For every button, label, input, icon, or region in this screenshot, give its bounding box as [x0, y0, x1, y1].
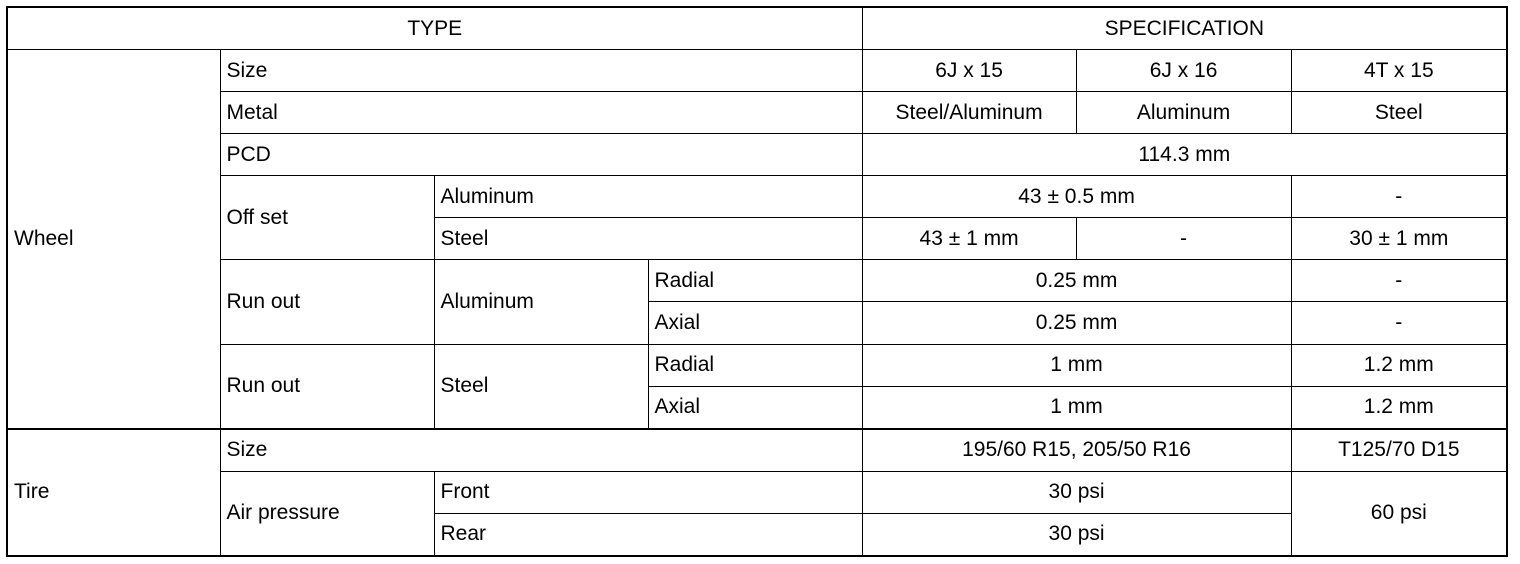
runout-aluminum-radial-temp: - [1291, 260, 1507, 302]
runout-steel-label: Run out [220, 344, 434, 429]
runout-aluminum-material: Aluminum [434, 260, 648, 344]
temp-tire-pressure-value: 60 psi [1291, 471, 1507, 556]
runout-steel-axial-label: Axial [648, 386, 862, 429]
runout-steel-radial-label: Radial [648, 344, 862, 386]
runout-aluminum-axial-label: Axial [648, 302, 862, 344]
offset-steel-value: 43 ± 1 mm [862, 218, 1076, 260]
wheel-label: Wheel [7, 50, 220, 429]
runout-steel-radial-temp: 1.2 mm [1291, 344, 1507, 386]
tire-size-label: Size [220, 429, 862, 472]
runout-aluminum-radial-value: 0.25 mm [862, 260, 1291, 302]
spec-table [6, 6, 1508, 557]
offset-aluminum-value: 43 ± 0.5 mm [862, 176, 1291, 218]
runout-aluminum-axial-value: 0.25 mm [862, 302, 1291, 344]
specification-header: SPECIFICATION [862, 7, 1507, 50]
offset-aluminum-row [7, 176, 1507, 218]
offset-aluminum-temp: - [1291, 176, 1507, 218]
wheel-size-value: 6J x 15 [862, 50, 1076, 92]
wheel-size-label: Size [220, 50, 862, 92]
wheel-metal-row [7, 92, 1507, 134]
runout-steel-radial-row [7, 344, 1507, 386]
wheel-metal-value: Aluminum [1076, 92, 1291, 134]
offset-label: Off set [220, 176, 434, 260]
tire-size-row [7, 429, 1507, 472]
rear-label: Rear [434, 513, 862, 556]
wheel-size-row [7, 50, 1507, 92]
wheel-pcd-value: 114.3 mm [862, 134, 1507, 176]
wheel-pcd-label: PCD [220, 134, 862, 176]
runout-aluminum-label: Run out [220, 260, 434, 344]
runout-aluminum-radial-label: Radial [648, 260, 862, 302]
air-pressure-label: Air pressure [220, 471, 434, 556]
offset-steel-label: Steel [434, 218, 862, 260]
header-row [7, 7, 1507, 50]
runout-steel-axial-value: 1 mm [862, 386, 1291, 429]
wheel-pcd-row [7, 134, 1507, 176]
runout-steel-axial-temp: 1.2 mm [1291, 386, 1507, 429]
wheel-size-value: 6J x 16 [1076, 50, 1291, 92]
runout-steel-material: Steel [434, 344, 648, 429]
tire-size-temp: T125/70 D15 [1291, 429, 1507, 472]
wheel-size-value: 4T x 15 [1291, 50, 1507, 92]
type-header: TYPE [7, 7, 862, 50]
wheel-metal-value: Steel [1291, 92, 1507, 134]
wheel-metal-value: Steel/Aluminum [862, 92, 1076, 134]
tire-size-value: 195/60 R15, 205/50 R16 [862, 429, 1291, 472]
wheel-metal-label: Metal [220, 92, 862, 134]
front-label: Front [434, 471, 862, 513]
rear-pressure-value: 30 psi [862, 513, 1291, 556]
runout-aluminum-axial-temp: - [1291, 302, 1507, 344]
runout-aluminum-radial-row [7, 260, 1507, 302]
offset-aluminum-label: Aluminum [434, 176, 862, 218]
tire-front-row [7, 471, 1507, 513]
offset-steel-value: - [1076, 218, 1291, 260]
runout-steel-radial-value: 1 mm [862, 344, 1291, 386]
front-pressure-value: 30 psi [862, 471, 1291, 513]
tire-label: Tire [7, 429, 220, 556]
offset-steel-value: 30 ± 1 mm [1291, 218, 1507, 260]
